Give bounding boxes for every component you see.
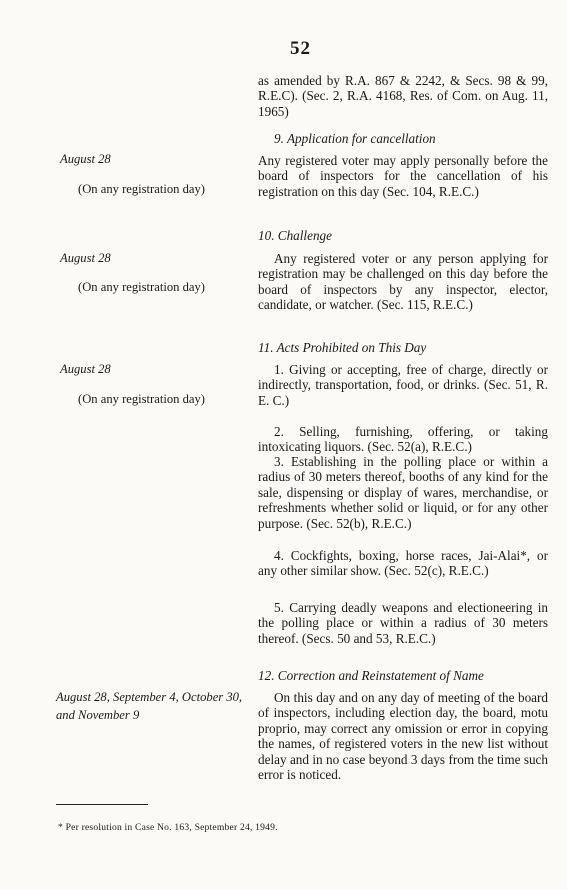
section-11-date: August 28: [60, 362, 111, 376]
section-12-paragraph: On this day and on any day of meeting of the board of inspectors, including election day, the board, motu proprio, may correct any omission or error in copying the names, of registered voters in the new list without delay and in no case beyond 3 days from the time such error is noticed.: [258, 690, 548, 783]
page-number: 52: [290, 38, 311, 59]
footnote: * Per resolution in Case No. 163, September 24, 1949.: [58, 822, 278, 833]
section-10-paragraph: Any registered voter or any person applying for registration may be challenged on this day before the board of inspectors by any inspector, elector, candidate, or watcher. (Sec. 115, R.E.C.): [258, 251, 548, 313]
section-9-note: (On any registration day): [78, 182, 205, 196]
section-10-note: (On any registration day): [78, 280, 205, 294]
section-11-item-4: 4. Cockfights, boxing, horse races, Jai-Alai*, or any other similar show. (Sec. 52(c), R.E.C.): [258, 548, 548, 579]
section-11-item-2: 2. Selling, furnishing, offering, or taking intoxicating liquors. (Sec. 52(a), R.E.C.): [258, 424, 548, 455]
continuation-text: as amended by R.A. 867 & 2242, & Secs. 98 & 99, R.E.C). (Sec. 2, R.A. 4168, Res. of Com. on Aug. 11, 1965): [258, 73, 548, 119]
section-11-item-1: 1. Giving or accepting, free of charge, directly or indirectly, transportation, food, or drinks. (Sec. 51, R. E. C.): [258, 362, 548, 408]
section-9-date: August 28: [60, 152, 111, 166]
section-10-date: August 28: [60, 251, 111, 265]
section-10-heading: 10. Challenge: [258, 228, 332, 243]
footnote-rule: [56, 804, 148, 805]
section-11-heading: 11. Acts Prohibited on This Day: [258, 340, 427, 355]
section-11-item-3: 3. Establishing in the polling place or within a radius of 30 meters thereof, booths of any kind for the sale, dispensing or display of wares, merchandise, or refreshments whether solid or liquid, or for any other purpose. (Sec. 52(b), R.E.C.): [258, 454, 548, 531]
section-12-date: August 28, September 4, October 30, and November 9: [56, 690, 243, 722]
section-11-note: (On any registration day): [78, 392, 205, 406]
section-11-item-5: 5. Carrying deadly weapons and electioneering in the polling place or within a radius of 30 meters thereof. (Secs. 50 and 53, R.E.C.): [258, 600, 548, 646]
section-9-paragraph: Any registered voter may apply personally before the board of inspectors for the cancellation of his registration on this day (Sec. 104, R.E.C.): [258, 153, 548, 199]
section-12-heading: 12. Correction and Reinstatement of Name: [258, 668, 484, 683]
section-9-heading: 9. Application for cancellation: [274, 131, 436, 146]
